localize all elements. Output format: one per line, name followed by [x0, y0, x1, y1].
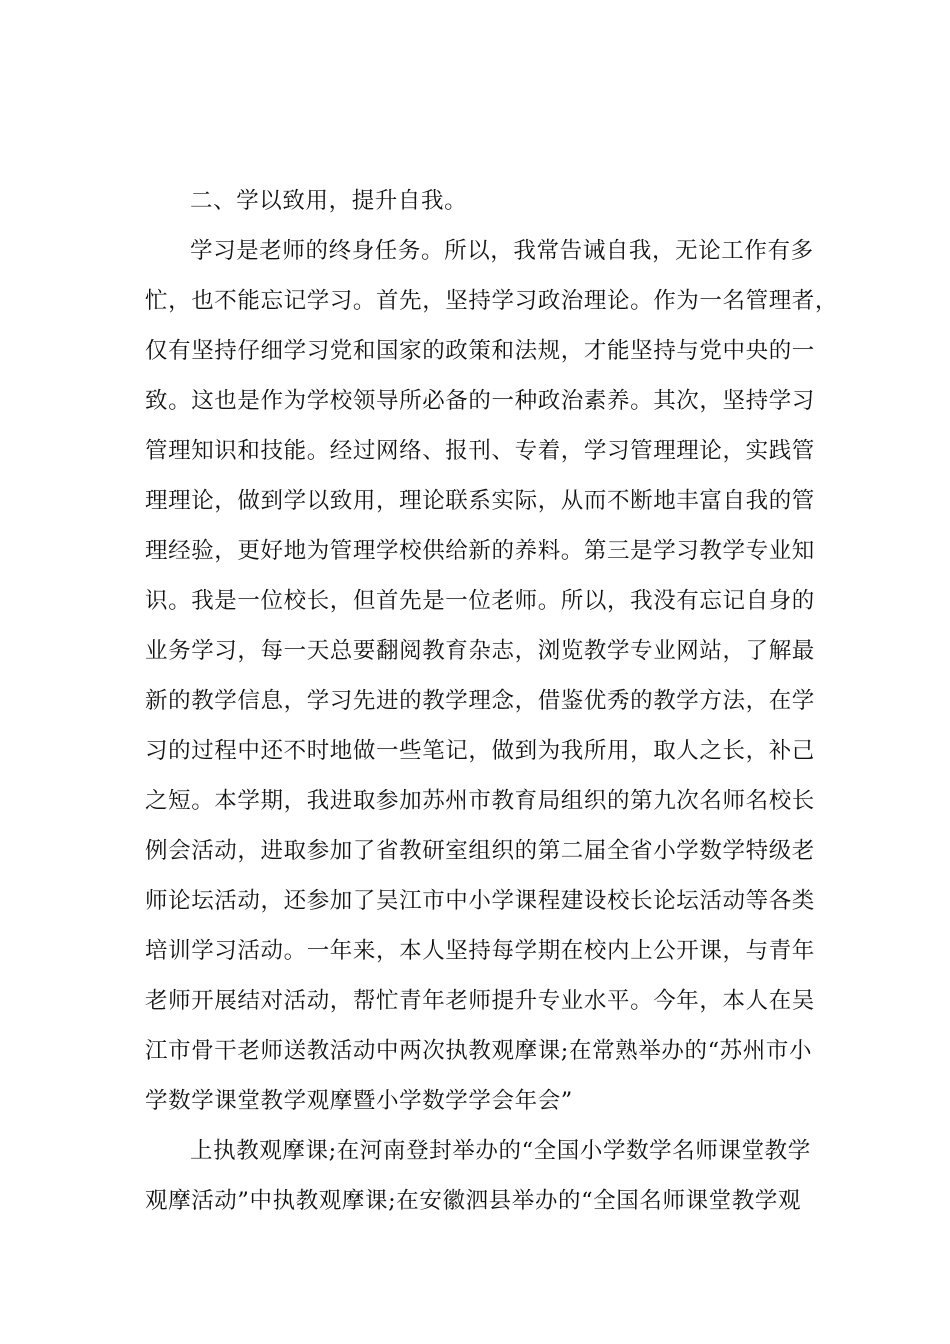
paragraph-line: 仅有坚持仔细学习党和国家的政策和法规，才能坚持与党中央的一: [145, 338, 815, 364]
section-heading: 二、学以致用，提升自我。: [190, 188, 468, 214]
paragraph-line: 学习是老师的终身任务。所以，我常告诫自我，无论工作有多: [190, 238, 814, 264]
paragraph-line: 老师开展结对活动，帮忙青年老师提升专业水平。今年，本人在吴: [145, 988, 815, 1014]
paragraph-line: 忙，也不能忘记学习。首先，坚持学习政治理论。作为一名管理者，: [145, 288, 839, 314]
paragraph-line: 识。我是一位校长，但首先是一位老师。所以，我没有忘记自身的: [145, 588, 815, 614]
paragraph-line: 江市骨干老师送教活动中两次执教观摩课;在常熟举办的“苏州市小: [145, 1038, 813, 1064]
paragraph-line: 管理知识和技能。经过网络、报刊、专着，学习管理理论，实践管: [145, 438, 815, 464]
paragraph-line: 培训学习活动。一年来，本人坚持每学期在校内上公开课，与青年: [145, 938, 815, 964]
paragraph-line: 例会活动，进取参加了省教研室组织的第二届全省小学数学特级老: [145, 838, 815, 864]
paragraph-line: 业务学习，每一天总要翻阅教育杂志，浏览教学专业网站，了解最: [145, 638, 815, 664]
paragraph-line: 之短。本学期，我进取参加苏州市教育局组织的第九次名师名校长: [145, 788, 815, 814]
paragraph-line: 观摩活动”中执教观摩课;在安徽泗县举办的“全国名师课堂教学观: [145, 1188, 802, 1214]
paragraph-line: 致。这也是作为学校领导所必备的一种政治素养。其次，坚持学习: [145, 388, 815, 414]
paragraph-line: 新的教学信息，学习先进的教学理念，借鉴优秀的教学方法，在学: [145, 688, 815, 714]
paragraph-line: 上执教观摩课;在河南登封举办的“全国小学数学名师课堂教学: [190, 1138, 811, 1164]
paragraph-line: 师论坛活动，还参加了吴江市中小学课程建设校长论坛活动等各类: [145, 888, 815, 914]
paragraph-line: 理理论，做到学以致用，理论联系实际，从而不断地丰富自我的管: [145, 488, 815, 514]
paragraph-line: 学数学课堂教学观摩暨小学数学学会年会”: [145, 1088, 573, 1114]
paragraph-line: 理经验，更好地为管理学校供给新的养料。第三是学习教学专业知: [145, 538, 815, 564]
paragraph-line: 习的过程中还不时地做一些笔记，做到为我所用，取人之长，补己: [145, 738, 815, 764]
